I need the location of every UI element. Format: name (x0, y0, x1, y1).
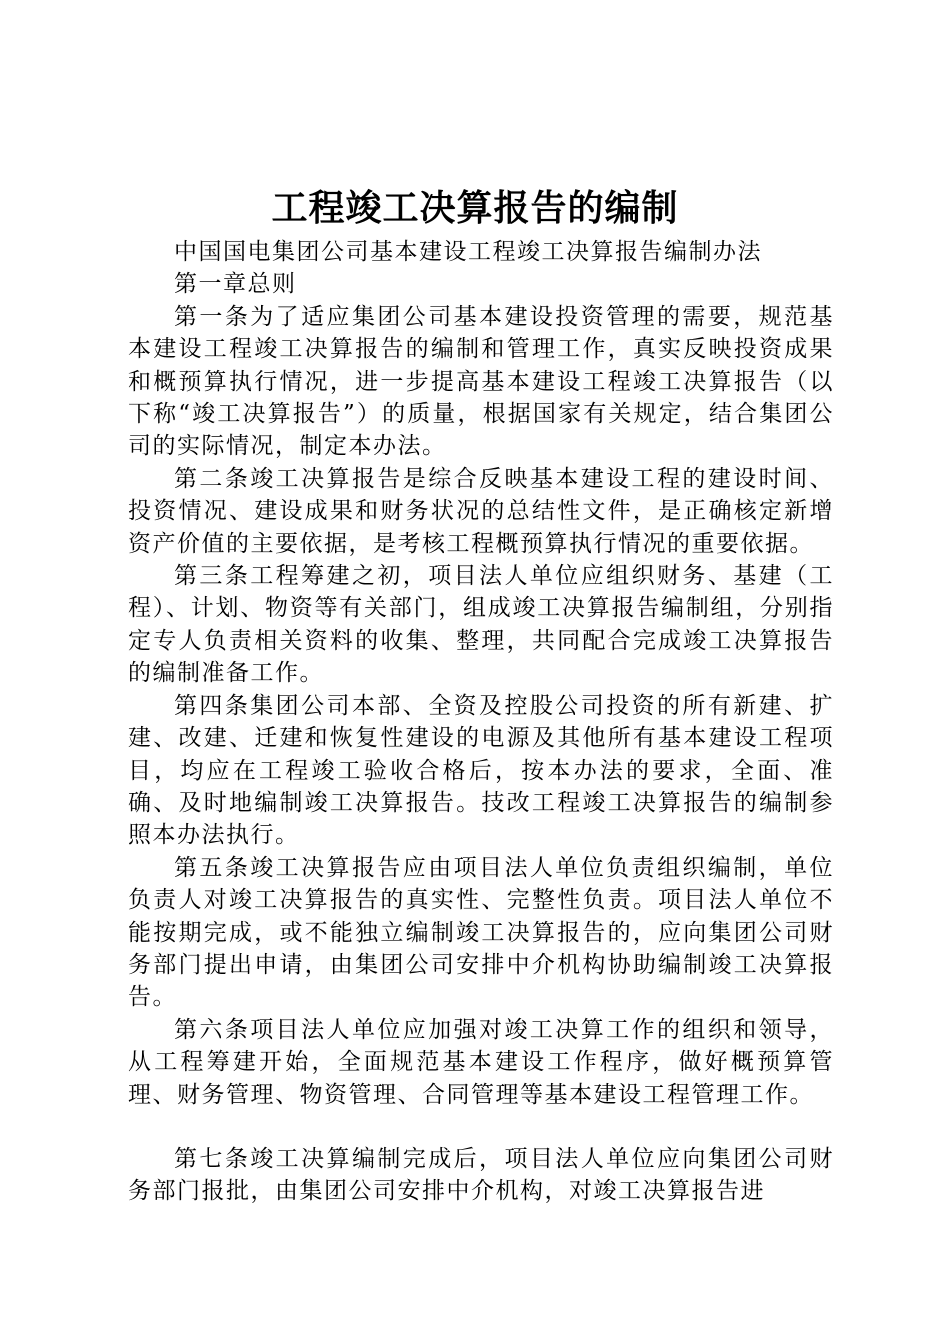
article-6: 第六条项目法人单位应加强对竣工决算工作的组织和领导，从工程筹建开始，全面规范基本建设工作程序，做好概预算管理、财务管理、物资管理、合同管理等基本建设工程管理工作。 (128, 1016, 834, 1108)
article-5: 第五条竣工决算报告应由项目法人单位负责组织编制，单位负责人对竣工决算报告的真实性、完整性负责。项目法人单位不能按期完成，或不能独立编制竣工决算报告的，应向集团公司财务部门提出申请，由集团公司安排中介机构协助编制竣工决算报告。 (128, 854, 834, 1011)
article-2: 第二条竣工决算报告是综合反映基本建设工程的建设时间、投资情况、建设成果和财务状况的总结性文件，是正确核定新增资产价值的主要依据，是考核工程概预算执行情况的重要依据。 (128, 465, 834, 557)
article-1: 第一条为了适应集团公司基本建设投资管理的需要，规范基本建设工程竣工决算报告的编制和管理工作，真实反映投资成果和概预算执行情况，进一步提高基本建设工程竣工决算报告（以下称“竣工决算报告”）的质量，根据国家有关规定，结合集团公司的实际情况，制定本办法。 (128, 303, 834, 460)
document-body (128, 236, 834, 1208)
article-7: 第七条竣工决算编制完成后，项目法人单位应向集团公司财务部门报批，由集团公司安排中介机构，对竣工决算报告进 (128, 1145, 834, 1205)
article-3: 第三条工程筹建之初，项目法人单位应组织财务、基建（工程）、计划、物资等有关部门，组成竣工决算报告编制组，分别指定专人负责相关资料的收集、整理，共同配合完成竣工决算报告的编制准备工作。 (128, 563, 834, 687)
article-4: 第四条集团公司本部、全资及控股公司投资的所有新建、扩建、改建、迁建和恢复性建设的电源及其他所有基本建设工程项目，均应在工程竣工验收合格后，按本办法的要求，全面、准确、及时地编制竣工决算报告。技改工程竣工决算报告的编制参照本办法执行。 (128, 692, 834, 849)
document-subtitle: 中国国电集团公司基本建设工程竣工决算报告编制办法 (174, 239, 762, 265)
chapter-heading: 第一章总则 (174, 271, 297, 298)
paragraph-spacer (128, 1111, 834, 1143)
document-title: 工程竣工决算报告的编制 (271, 187, 679, 229)
